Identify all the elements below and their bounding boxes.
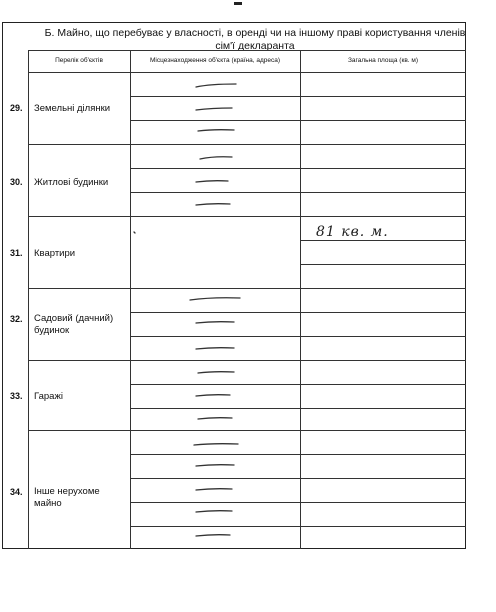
area-value-handwritten: 81 кв. м. — [316, 224, 389, 240]
row-label: Гаражі — [34, 391, 63, 402]
strike-line — [198, 418, 232, 419]
row-label: Інше нерухоме майно — [34, 486, 100, 509]
column-header-location: Місцезнаходження об'єкта (країна, адреса) — [150, 57, 280, 64]
strike-line — [198, 372, 234, 373]
strike-line — [196, 395, 230, 396]
strike-line — [196, 511, 232, 512]
row-label: Земельні ділянки — [34, 103, 111, 114]
strike-line — [196, 84, 236, 87]
ink-dot — [134, 232, 135, 233]
strike-line — [190, 298, 240, 300]
strike-line — [196, 322, 234, 323]
strike-line — [196, 489, 232, 490]
row-label: Житлові будинки — [34, 177, 109, 188]
column-header-area: Загальна площа (кв. м) — [347, 57, 419, 64]
row-label: Садовий (дачний) будинок — [34, 313, 114, 336]
row-number: 30. — [10, 177, 23, 187]
column-header-list: Перелік об'єктів — [55, 57, 103, 64]
row-number: 34. — [10, 487, 23, 497]
strike-line — [196, 204, 230, 205]
strike-line — [200, 157, 232, 159]
strike-line — [196, 465, 234, 466]
strike-line — [196, 348, 234, 349]
strike-line — [196, 108, 232, 110]
row-number: 32. — [10, 314, 23, 324]
row-label: Квартири — [34, 248, 76, 259]
row-number: 29. — [10, 103, 23, 113]
row-number: 31. — [10, 248, 23, 258]
strike-line — [194, 444, 238, 445]
strike-line — [196, 181, 228, 182]
strike-line — [198, 130, 234, 131]
row-number: 33. — [10, 391, 23, 401]
strike-line — [196, 535, 230, 536]
section-title: Б. Майно, що перебуває у власності, в оренді чи на іншому праві користування членів сім'ї декларанта — [44, 27, 466, 52]
